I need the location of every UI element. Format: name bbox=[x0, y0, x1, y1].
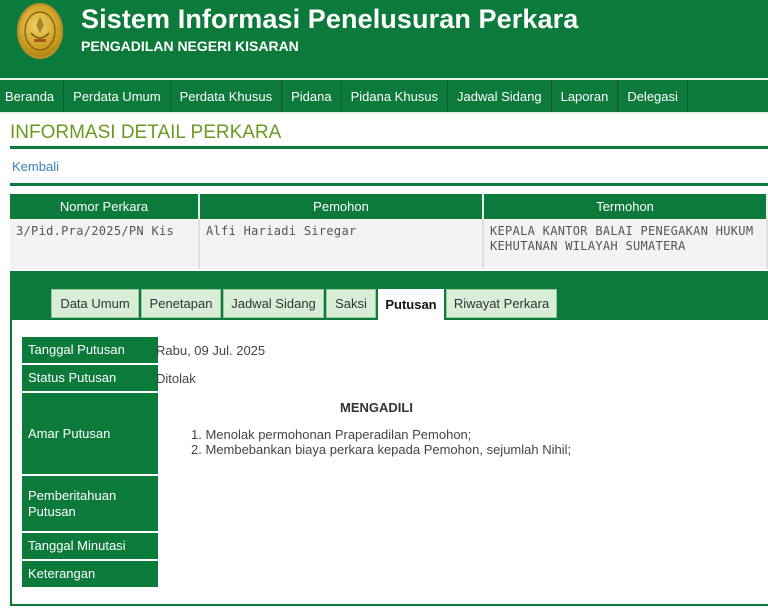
label-status-putusan: Status Putusan bbox=[22, 365, 158, 391]
label-keterangan: Keterangan bbox=[22, 561, 158, 587]
case-summary-table bbox=[10, 194, 768, 269]
nav-item-perdata-umum[interactable]: Perdata Umum bbox=[64, 80, 170, 112]
tab-bar bbox=[12, 273, 768, 320]
value-status-putusan: Ditolak bbox=[156, 371, 196, 386]
nav-item-pidana-khusus[interactable]: Pidana Khusus bbox=[342, 80, 448, 112]
nav-item-pidana[interactable]: Pidana bbox=[282, 80, 341, 112]
back-link[interactable]: Kembali bbox=[12, 159, 59, 174]
nav-item-beranda[interactable]: Beranda bbox=[0, 80, 64, 112]
tab-penetapan[interactable]: Penetapan bbox=[141, 289, 221, 318]
back-divider bbox=[10, 183, 768, 186]
cell-nomor-perkara: 3/Pid.Pra/2025/PN Kis bbox=[10, 219, 199, 269]
site-title: Sistem Informasi Penelusuran Perkara bbox=[81, 4, 579, 34]
site-header bbox=[0, 0, 768, 78]
nav-item-laporan[interactable]: Laporan bbox=[552, 80, 619, 112]
page-title: INFORMASI DETAIL PERKARA bbox=[10, 122, 282, 143]
amar-list bbox=[191, 427, 571, 457]
table-row bbox=[10, 219, 767, 269]
amar-heading: MENGADILI bbox=[340, 400, 413, 415]
label-tanggal-putusan: Tanggal Putusan bbox=[22, 337, 158, 363]
list-item: 2. Membebankan biaya perkara kepada Pemohon, sejumlah Nihil; bbox=[191, 442, 572, 457]
tab-data-umum[interactable]: Data Umum bbox=[51, 289, 139, 318]
tab-putusan[interactable]: Putusan bbox=[378, 289, 444, 320]
label-amar-putusan: Amar Putusan bbox=[22, 393, 158, 474]
court-emblem-logo bbox=[17, 3, 63, 59]
nav-item-delegasi[interactable]: Delegasi bbox=[618, 80, 688, 112]
court-name: PENGADILAN NEGERI KISARAN bbox=[81, 38, 299, 54]
tab-jadwal-sidang[interactable]: Jadwal Sidang bbox=[223, 289, 324, 318]
nav-item-jadwal-sidang[interactable]: Jadwal Sidang bbox=[448, 80, 552, 112]
column-header-termohon: Termohon bbox=[483, 194, 767, 219]
list-item: 1. Menolak permohonan Praperadilan Pemohon; bbox=[191, 427, 472, 442]
cell-termohon: KEPALA KANTOR BALAI PENEGAKAN HUKUM KEHUTANAN WILAYAH SUMATERA bbox=[483, 219, 767, 269]
main-nav bbox=[0, 78, 768, 114]
tab-riwayat-perkara[interactable]: Riwayat Perkara bbox=[446, 289, 557, 318]
table-header-row bbox=[10, 194, 767, 219]
cell-pemohon: Alfi Hariadi Siregar bbox=[199, 219, 483, 269]
title-divider bbox=[10, 146, 768, 149]
label-pemberitahuan-putusan: Pemberitahuan Putusan bbox=[22, 476, 158, 531]
label-tanggal-minutasi: Tanggal Minutasi bbox=[22, 533, 158, 559]
value-tanggal-putusan: Rabu, 09 Jul. 2025 bbox=[156, 343, 266, 358]
tab-saksi[interactable]: Saksi bbox=[326, 289, 376, 318]
nav-item-perdata-khusus[interactable]: Perdata Khusus bbox=[171, 80, 283, 112]
column-header-nomor-perkara: Nomor Perkara bbox=[10, 194, 199, 219]
column-header-pemohon: Pemohon bbox=[199, 194, 483, 219]
